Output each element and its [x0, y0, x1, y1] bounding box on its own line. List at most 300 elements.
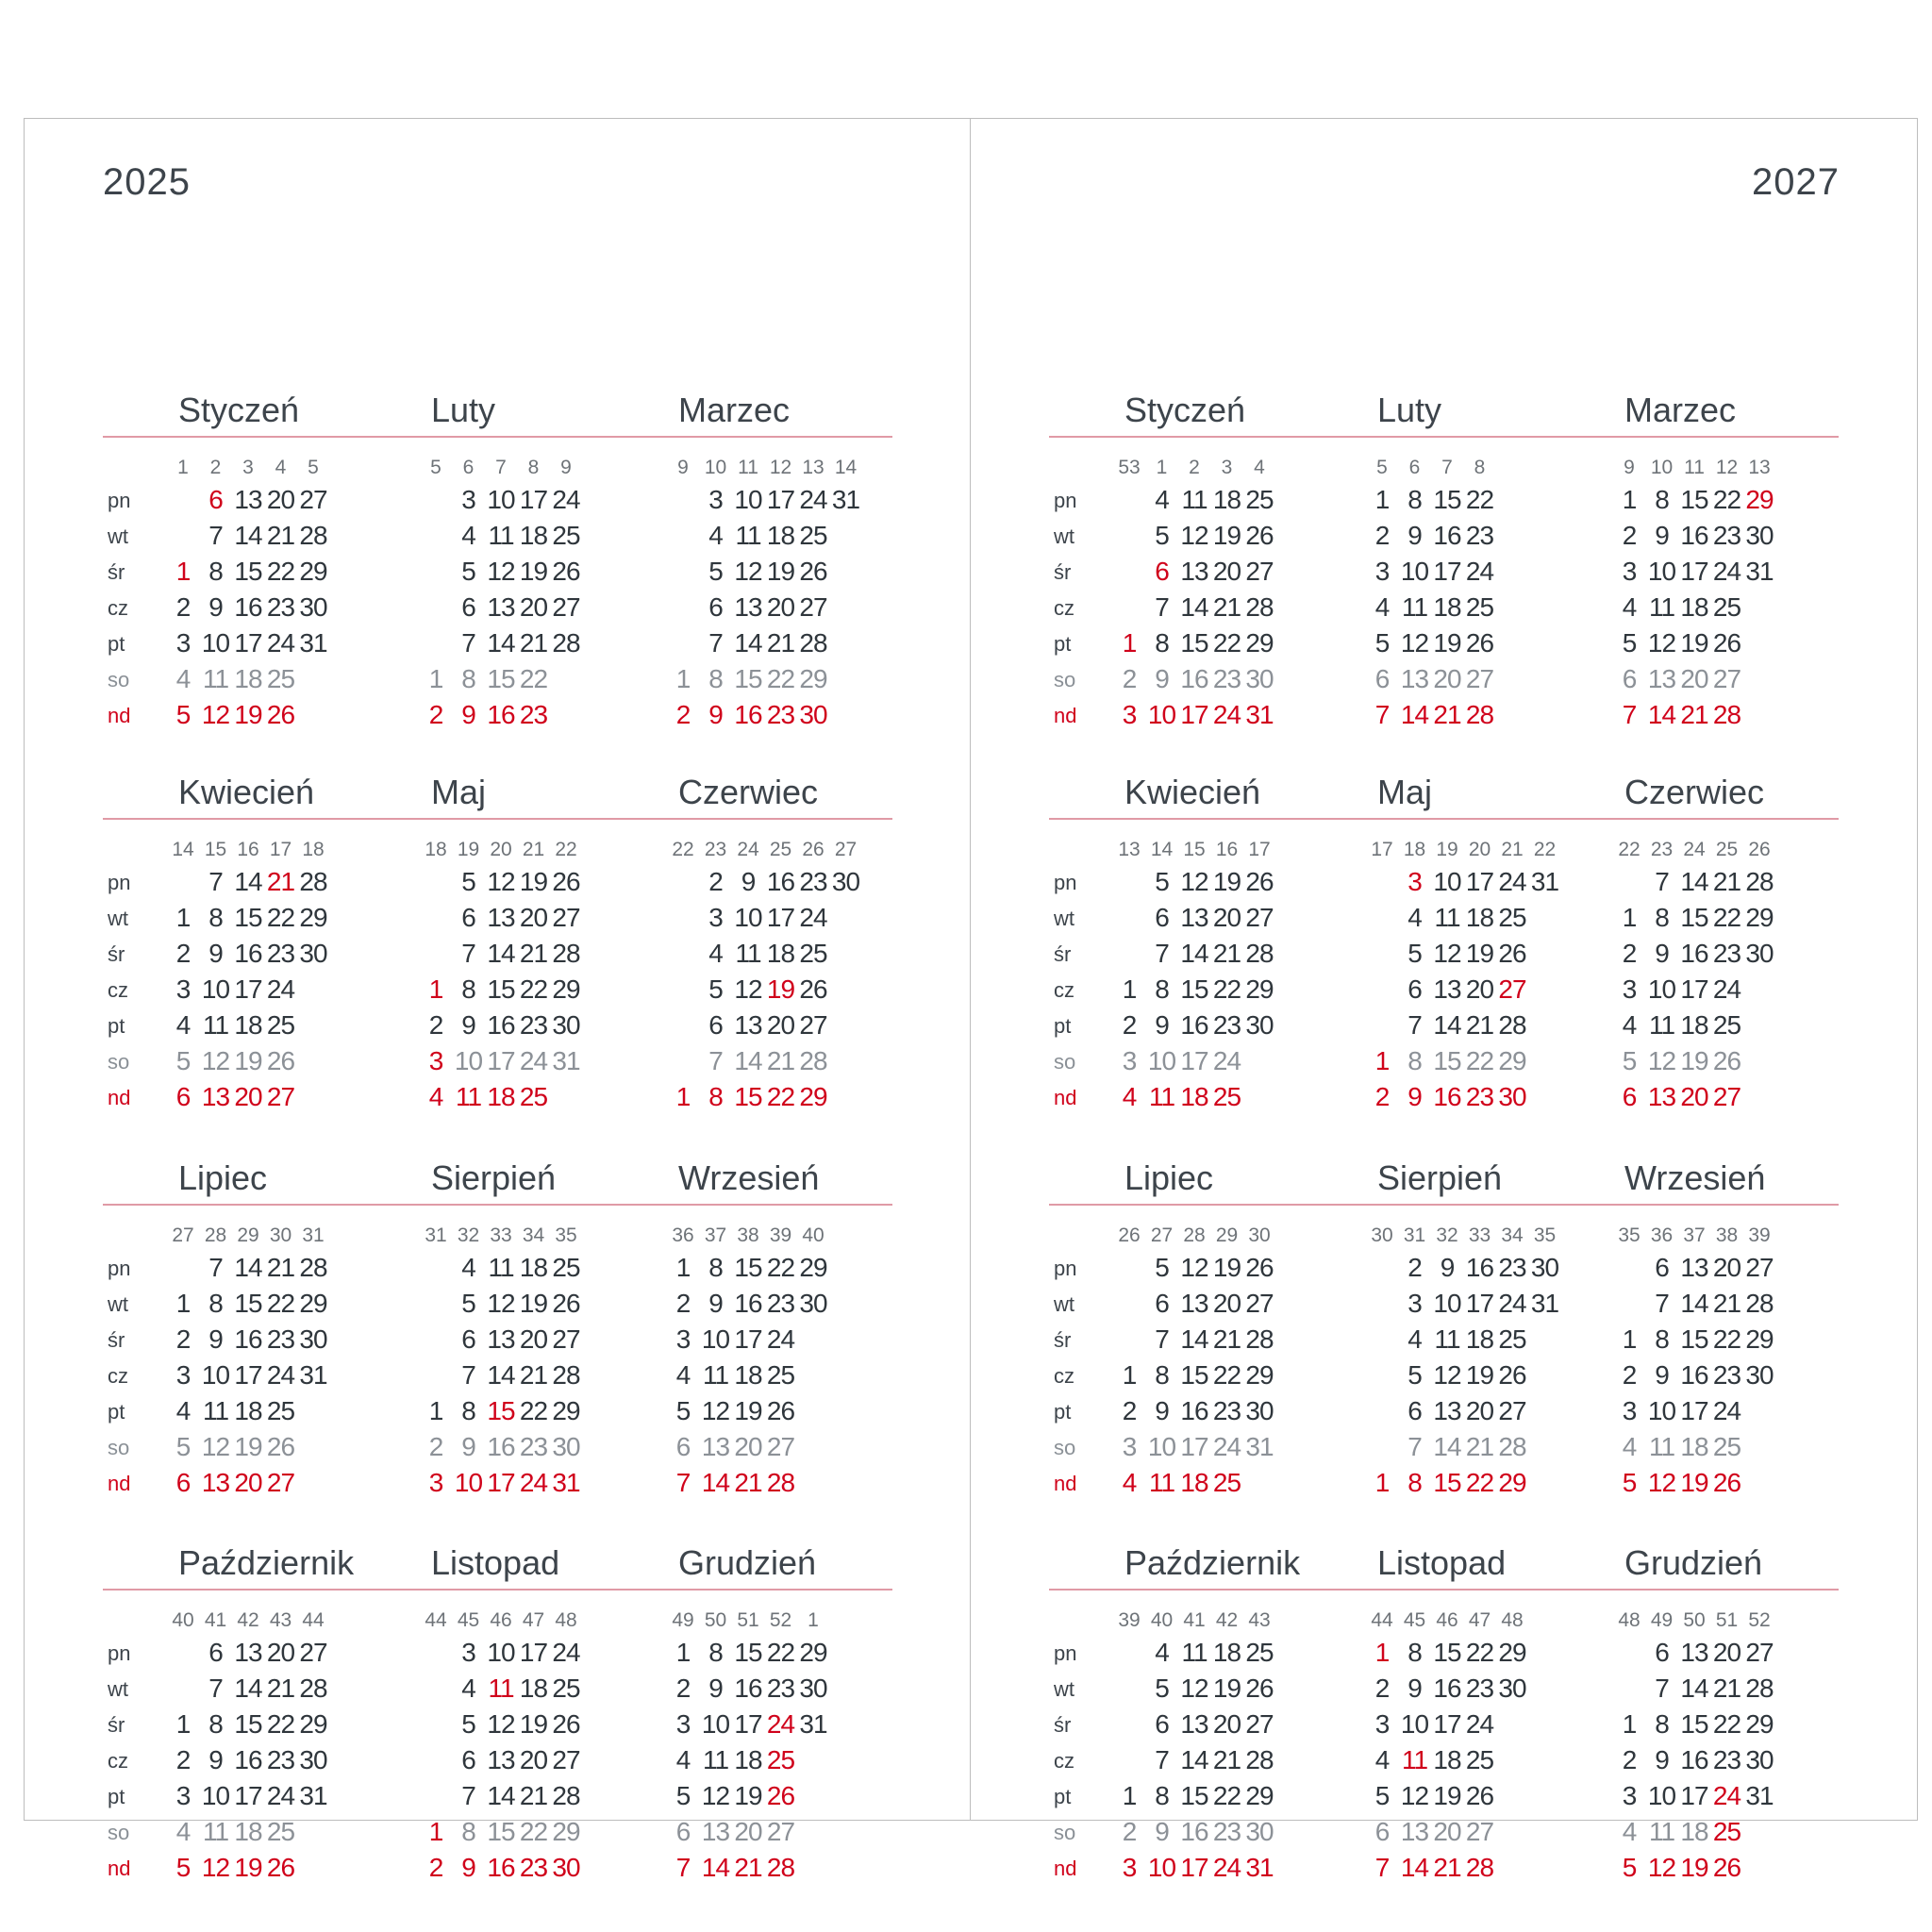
- day-cell: 18: [234, 1396, 262, 1425]
- day-cell: 27: [552, 1745, 580, 1774]
- day-cell: 2: [1374, 1674, 1390, 1703]
- day-cell: 21: [1712, 1289, 1741, 1318]
- day-cell: 10: [1400, 557, 1429, 586]
- weekday-label: nd: [108, 704, 131, 727]
- day-cell: 13: [1433, 974, 1461, 1004]
- day-cell: 26: [1465, 628, 1494, 658]
- day-cell: 3: [1622, 557, 1637, 586]
- day-cell: 14: [734, 628, 762, 658]
- day-cell: 25: [519, 1082, 548, 1111]
- day-cell: 30: [1245, 664, 1274, 693]
- day-row: [167, 557, 393, 592]
- week-number: 38: [1715, 1224, 1739, 1246]
- day-cell: 30: [552, 1010, 580, 1040]
- day-cell: 6: [1655, 1253, 1669, 1282]
- day-cell: 13: [1180, 1289, 1208, 1318]
- day-cell: 20: [1212, 903, 1241, 932]
- day-cell: 21: [519, 628, 548, 658]
- day-cell: 30: [1745, 521, 1774, 550]
- day-cell: 22: [766, 1082, 795, 1111]
- day-cell: 17: [1680, 1781, 1708, 1810]
- day-cell: 17: [487, 1046, 515, 1075]
- week-number: 37: [1683, 1224, 1706, 1246]
- day-row: [667, 1432, 893, 1468]
- week-number: 30: [1371, 1224, 1393, 1246]
- week-number: 13: [1118, 839, 1141, 860]
- day-cell: 19: [1433, 628, 1461, 658]
- day-cell: 9: [708, 1674, 723, 1703]
- week-number: 51: [737, 1609, 759, 1631]
- day-row: [1613, 974, 1840, 1010]
- day-row: [667, 1745, 893, 1781]
- day-cell: 24: [519, 1468, 548, 1497]
- month-name: Lipiec: [1124, 1158, 1214, 1197]
- weekday-label: nd: [1054, 1472, 1077, 1495]
- day-cell: 17: [1465, 867, 1494, 896]
- day-cell: 20: [1712, 1638, 1741, 1667]
- day-row: [420, 521, 646, 557]
- day-cell: 25: [552, 1253, 580, 1282]
- day-cell: 18: [734, 1745, 762, 1774]
- weekday-label: pn: [108, 1257, 131, 1280]
- day-cell: 31: [552, 1468, 580, 1497]
- day-cell: 6: [1374, 664, 1390, 693]
- day-cell: 8: [708, 1082, 723, 1111]
- day-cell: 8: [708, 1253, 723, 1282]
- quarter-block: [1049, 1536, 1839, 1913]
- day-cell: 7: [1374, 700, 1390, 729]
- day-cell: 20: [766, 1010, 795, 1040]
- day-cell: 1: [1374, 1046, 1390, 1075]
- day-cell: 9: [1407, 1674, 1422, 1703]
- day-cell: 4: [1622, 1010, 1637, 1040]
- day-cell: 26: [266, 1432, 295, 1461]
- month-name: Październik: [178, 1543, 355, 1582]
- day-cell: 20: [519, 1745, 548, 1774]
- day-cell: 9: [461, 1853, 475, 1882]
- day-cell: 22: [766, 664, 795, 693]
- week-number: 50: [1683, 1609, 1706, 1631]
- day-cell: 16: [234, 939, 262, 968]
- weekday-label: pn: [1054, 1257, 1077, 1280]
- day-cell: 22: [1712, 1709, 1741, 1739]
- day-cell: 5: [675, 1396, 691, 1425]
- day-row: [1113, 1289, 1340, 1324]
- day-row: [1613, 1082, 1840, 1118]
- day-cell: 5: [708, 974, 723, 1004]
- day-cell: 6: [1622, 1082, 1637, 1111]
- day-cell: 11: [1648, 1010, 1675, 1040]
- week-number: 36: [1650, 1224, 1674, 1246]
- week-number: 2: [1189, 457, 1200, 478]
- weekday-label: wt: [108, 1292, 128, 1316]
- day-row: [167, 939, 393, 974]
- week-number: 14: [1150, 839, 1174, 860]
- week-number: 46: [490, 1609, 512, 1631]
- day-cell: 3: [175, 1360, 191, 1390]
- day-cell: 9: [208, 939, 223, 968]
- day-cell: 25: [266, 1817, 295, 1846]
- week-number: 40: [802, 1224, 824, 1246]
- day-cell: 24: [266, 1360, 295, 1390]
- day-cell: 12: [1180, 521, 1208, 550]
- day-cell: 1: [428, 664, 443, 693]
- day-cell: 6: [1655, 1638, 1669, 1667]
- month-name: Grudzień: [678, 1543, 817, 1582]
- day-cell: 24: [552, 1638, 580, 1667]
- calendar-page-left: [24, 118, 972, 1882]
- day-cell: 15: [487, 974, 515, 1004]
- day-cell: 12: [1180, 1674, 1208, 1703]
- day-cell: 14: [1400, 700, 1429, 729]
- day-row: [1613, 1046, 1840, 1082]
- day-cell: 12: [1647, 1046, 1676, 1075]
- day-cell: 12: [201, 1046, 230, 1075]
- weekday-label: so: [1054, 1436, 1076, 1459]
- day-cell: 16: [1180, 1396, 1208, 1425]
- day-cell: 21: [266, 1253, 295, 1282]
- quarter-block: [103, 1536, 892, 1913]
- day-cell: 11: [702, 1745, 729, 1774]
- day-row: [1613, 903, 1840, 939]
- day-cell: 11: [1434, 903, 1460, 932]
- day-cell: 11: [488, 1253, 514, 1282]
- day-cell: 7: [208, 867, 223, 896]
- week-number: 27: [834, 839, 858, 860]
- day-cell: 31: [299, 1360, 327, 1390]
- day-cell: 26: [766, 1781, 795, 1810]
- day-cell: 21: [1712, 867, 1741, 896]
- day-cell: 22: [1712, 1324, 1741, 1354]
- day-cell: 14: [734, 1046, 762, 1075]
- day-cell: 1: [428, 1396, 443, 1425]
- day-cell: 4: [461, 1674, 475, 1703]
- day-cell: 17: [1180, 1046, 1208, 1075]
- day-cell: 28: [299, 1674, 327, 1703]
- day-cell: 7: [1155, 1745, 1169, 1774]
- day-cell: 7: [208, 521, 223, 550]
- day-cell: 3: [1622, 1396, 1637, 1425]
- weekday-label: śr: [1054, 1713, 1072, 1737]
- day-row: [667, 1360, 893, 1396]
- day-cell: 22: [519, 664, 548, 693]
- day-cell: 2: [1374, 521, 1390, 550]
- day-cell: 12: [201, 1432, 230, 1461]
- weekday-label: pt: [108, 1014, 125, 1038]
- day-cell: 19: [1680, 628, 1708, 658]
- week-number: 21: [1501, 839, 1524, 860]
- day-cell: 15: [1433, 485, 1461, 514]
- day-cell: 29: [1745, 903, 1774, 932]
- day-row: [1113, 664, 1340, 700]
- day-cell: 29: [552, 974, 580, 1004]
- day-cell: 10: [734, 903, 762, 932]
- day-cell: 12: [734, 974, 762, 1004]
- day-row: [167, 1253, 393, 1289]
- day-cell: 23: [266, 592, 295, 622]
- day-cell: 15: [1433, 1638, 1461, 1667]
- day-cell: 5: [1622, 1468, 1637, 1497]
- day-cell: 31: [831, 485, 860, 514]
- week-number: 9: [1624, 457, 1635, 478]
- day-cell: 4: [1374, 1745, 1390, 1774]
- day-row: [667, 903, 893, 939]
- day-cell: 3: [1122, 1046, 1137, 1075]
- day-cell: 2: [708, 867, 723, 896]
- day-cell: 15: [487, 664, 515, 693]
- day-cell: 26: [266, 700, 295, 729]
- day-cell: 10: [454, 1046, 483, 1075]
- day-cell: 11: [1648, 592, 1675, 622]
- day-row: [420, 485, 646, 521]
- day-row: [1366, 939, 1592, 974]
- day-cell: 14: [487, 939, 515, 968]
- day-cell: 11: [1648, 1817, 1675, 1846]
- day-cell: 5: [1622, 628, 1637, 658]
- day-cell: 13: [1433, 1396, 1461, 1425]
- day-row: [1366, 903, 1592, 939]
- day-cell: 14: [487, 1781, 515, 1810]
- week-number: 25: [1715, 839, 1739, 860]
- day-cell: 14: [1180, 939, 1208, 968]
- day-cell: 23: [519, 700, 548, 729]
- week-number: 48: [1618, 1609, 1641, 1631]
- day-cell: 10: [1400, 1709, 1429, 1739]
- month-divider: [103, 1204, 892, 1206]
- day-cell: 18: [519, 1674, 548, 1703]
- day-cell: 18: [766, 521, 795, 550]
- week-number: 25: [769, 839, 792, 860]
- day-cell: 7: [461, 1360, 475, 1390]
- day-cell: 27: [1465, 664, 1494, 693]
- weekday-label: so: [108, 1050, 130, 1074]
- day-cell: 2: [175, 939, 191, 968]
- day-cell: 23: [1212, 1010, 1241, 1040]
- day-cell: 1: [1122, 628, 1137, 658]
- day-cell: 19: [234, 1432, 262, 1461]
- day-cell: 4: [1407, 903, 1422, 932]
- day-cell: 9: [1155, 1010, 1169, 1040]
- day-row: [1613, 1360, 1840, 1396]
- day-cell: 12: [701, 1781, 730, 1810]
- weekday-label: pn: [1054, 871, 1077, 894]
- day-cell: 30: [1245, 1817, 1274, 1846]
- day-cell: 30: [831, 867, 860, 896]
- day-cell: 13: [734, 592, 762, 622]
- day-cell: 22: [519, 974, 548, 1004]
- week-number: 22: [672, 839, 694, 860]
- day-cell: 4: [175, 1396, 191, 1425]
- weekday-label: śr: [1054, 560, 1072, 584]
- day-cell: 28: [1745, 867, 1774, 896]
- day-row: [1366, 867, 1592, 903]
- day-cell: 10: [701, 1709, 730, 1739]
- day-cell: 2: [175, 1745, 191, 1774]
- week-number: 28: [204, 1224, 227, 1246]
- day-cell: 24: [1712, 974, 1741, 1004]
- day-cell: 20: [1212, 557, 1241, 586]
- day-cell: 3: [428, 1046, 443, 1075]
- day-cell: 17: [766, 485, 795, 514]
- day-row: [167, 485, 393, 521]
- day-cell: 27: [1245, 1709, 1274, 1739]
- day-cell: 3: [675, 1709, 691, 1739]
- day-row: [1366, 1781, 1592, 1817]
- day-cell: 26: [799, 974, 827, 1004]
- day-row: [1113, 1709, 1340, 1745]
- day-row: [667, 557, 893, 592]
- week-number: 20: [490, 839, 512, 860]
- day-cell: 12: [734, 557, 762, 586]
- day-cell: 10: [1147, 1046, 1176, 1075]
- week-number: 47: [522, 1609, 545, 1631]
- week-number: 18: [302, 839, 325, 860]
- day-row: [420, 1010, 646, 1046]
- week-number: 52: [1748, 1609, 1771, 1631]
- day-cell: 2: [1374, 1082, 1390, 1111]
- day-cell: 17: [234, 974, 262, 1004]
- day-cell: 13: [701, 1432, 730, 1461]
- day-cell: 7: [461, 939, 475, 968]
- day-cell: 27: [1245, 903, 1274, 932]
- day-row: [1366, 1360, 1592, 1396]
- day-cell: 30: [299, 592, 327, 622]
- day-cell: 13: [1400, 664, 1429, 693]
- day-cell: 2: [1622, 521, 1637, 550]
- day-cell: 26: [1245, 867, 1274, 896]
- day-row: [667, 1781, 893, 1817]
- day-cell: 6: [1374, 1817, 1390, 1846]
- day-cell: 16: [487, 1010, 515, 1040]
- day-cell: 4: [461, 1253, 475, 1282]
- day-cell: 7: [1407, 1432, 1422, 1461]
- day-cell: 12: [1647, 628, 1676, 658]
- day-cell: 25: [799, 939, 827, 968]
- day-row: [667, 1324, 893, 1360]
- day-cell: 13: [487, 1745, 515, 1774]
- week-number: 4: [1254, 457, 1265, 478]
- day-cell: 15: [1180, 1360, 1208, 1390]
- week-number: 44: [425, 1609, 447, 1631]
- day-cell: 17: [1465, 1289, 1494, 1318]
- day-cell: 1: [1122, 974, 1137, 1004]
- day-row: [1113, 1781, 1340, 1817]
- day-cell: 7: [1155, 939, 1169, 968]
- week-number: 33: [490, 1224, 512, 1246]
- day-cell: 24: [266, 628, 295, 658]
- day-cell: 20: [1433, 1817, 1461, 1846]
- day-cell: 10: [487, 485, 515, 514]
- day-cell: 19: [1212, 867, 1241, 896]
- day-cell: 28: [1465, 700, 1494, 729]
- day-cell: 20: [1712, 1253, 1741, 1282]
- day-cell: 17: [734, 1709, 762, 1739]
- day-cell: 31: [1245, 1432, 1274, 1461]
- day-cell: 27: [799, 592, 827, 622]
- day-cell: 3: [1122, 700, 1137, 729]
- day-row: [1366, 1289, 1592, 1324]
- day-cell: 27: [1498, 974, 1526, 1004]
- day-cell: 26: [1465, 1781, 1494, 1810]
- day-cell: 12: [1647, 1468, 1676, 1497]
- week-number: 7: [495, 457, 507, 478]
- day-cell: 14: [487, 628, 515, 658]
- week-number: 40: [172, 1609, 194, 1631]
- day-cell: 12: [1433, 939, 1461, 968]
- day-cell: 17: [1433, 1709, 1461, 1739]
- day-cell: 27: [266, 1468, 295, 1497]
- day-cell: 17: [487, 1468, 515, 1497]
- month-divider: [1049, 818, 1839, 820]
- day-cell: 10: [1433, 867, 1461, 896]
- day-cell: 23: [799, 867, 827, 896]
- day-row: [1613, 485, 1840, 521]
- day-cell: 20: [234, 1082, 262, 1111]
- day-cell: 15: [734, 1253, 762, 1282]
- week-number: 14: [834, 457, 858, 478]
- week-number: 18: [1403, 839, 1426, 860]
- day-cell: 6: [1155, 1709, 1169, 1739]
- day-cell: 20: [734, 1432, 762, 1461]
- month-name: Listopad: [1377, 1543, 1507, 1582]
- day-cell: 1: [175, 903, 191, 932]
- day-row: [167, 1817, 393, 1853]
- day-row: [1613, 1817, 1840, 1853]
- day-cell: 1: [1622, 1709, 1637, 1739]
- day-cell: 10: [1147, 1432, 1176, 1461]
- day-row: [420, 1674, 646, 1709]
- day-cell: 3: [1374, 557, 1390, 586]
- day-cell: 23: [1712, 1360, 1741, 1390]
- day-cell: 27: [299, 485, 327, 514]
- day-cell: 11: [1181, 485, 1208, 514]
- day-row: [1613, 1709, 1840, 1745]
- day-cell: 4: [1122, 1468, 1137, 1497]
- day-cell: 13: [701, 1817, 730, 1846]
- day-cell: 8: [208, 557, 223, 586]
- day-row: [667, 1082, 893, 1118]
- day-cell: 21: [519, 1360, 548, 1390]
- day-row: [167, 1289, 393, 1324]
- day-cell: 7: [208, 1253, 223, 1282]
- day-cell: 22: [266, 903, 295, 932]
- day-row: [420, 557, 646, 592]
- day-row: [420, 1817, 646, 1853]
- day-cell: 28: [766, 1468, 795, 1497]
- day-row: [420, 1324, 646, 1360]
- day-row: [1113, 1817, 1340, 1853]
- day-cell: 26: [1498, 1360, 1526, 1390]
- weekday-label: pn: [108, 1641, 131, 1665]
- day-row: [420, 592, 646, 628]
- day-cell: 9: [208, 1745, 223, 1774]
- day-cell: 26: [1245, 1253, 1274, 1282]
- day-cell: 24: [1712, 1396, 1741, 1425]
- weekday-label: cz: [1054, 596, 1074, 620]
- week-number: 29: [1215, 1224, 1239, 1246]
- day-cell: 15: [234, 903, 262, 932]
- day-cell: 9: [1155, 664, 1169, 693]
- day-cell: 10: [1647, 557, 1676, 586]
- week-number: 20: [1468, 839, 1491, 860]
- day-cell: 26: [552, 867, 580, 896]
- day-cell: 9: [1655, 1745, 1669, 1774]
- weekday-label: wt: [108, 907, 128, 930]
- month-divider: [103, 1589, 892, 1591]
- day-cell: 25: [1212, 1082, 1241, 1111]
- day-cell: 19: [519, 1289, 548, 1318]
- day-cell: 29: [552, 1817, 580, 1846]
